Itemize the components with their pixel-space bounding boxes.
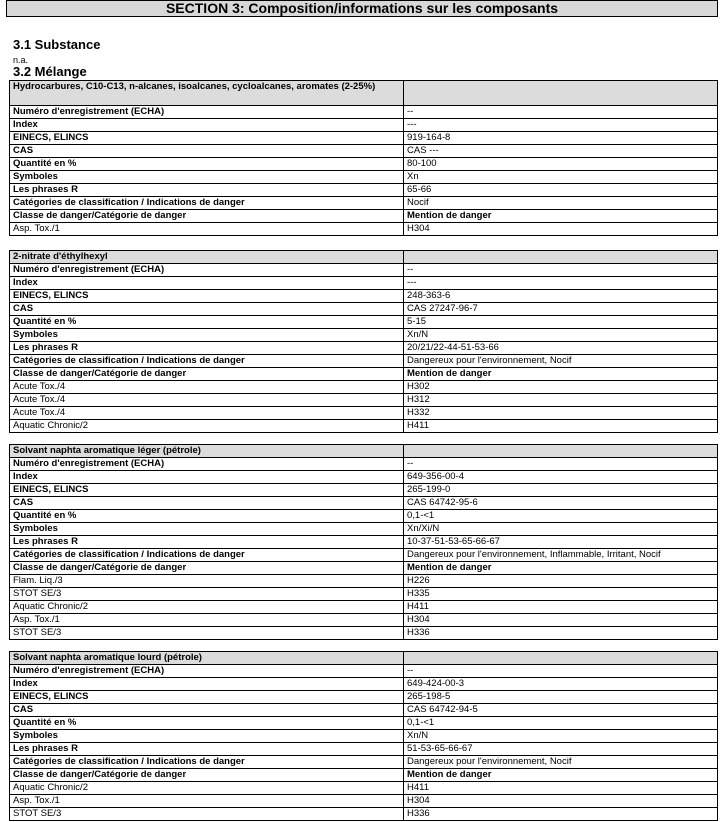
- field-value: 649-424-00-3: [404, 678, 718, 691]
- component-table: [9, 444, 718, 640]
- hazard-class: Aquatic Chronic/2: [10, 420, 404, 433]
- field-label: Quantité en %: [10, 510, 404, 523]
- component-table: [9, 651, 718, 821]
- hazard-row: [10, 601, 718, 614]
- component-header-row: [10, 652, 718, 665]
- field-value: Nocif: [404, 197, 718, 210]
- field-label: Symboles: [10, 730, 404, 743]
- hazard-class: STOT SE/3: [10, 808, 404, 821]
- field-row-index: [10, 678, 718, 691]
- field-value: 65-66: [404, 184, 718, 197]
- hazard-statement: H226: [404, 575, 718, 588]
- hazard-class: Aquatic Chronic/2: [10, 601, 404, 614]
- field-row-einecs: [10, 691, 718, 704]
- field-value: CAS 64742-94-5: [404, 704, 718, 717]
- hazard-class: Acute Tox./4: [10, 407, 404, 420]
- field-value: ---: [404, 277, 718, 290]
- field-value: 265-198-5: [404, 691, 718, 704]
- field-label: Numéro d'enregistrement (ECHA): [10, 458, 404, 471]
- field-value: 248-363-6: [404, 290, 718, 303]
- hazard-row: [10, 381, 718, 394]
- field-row-echa: [10, 264, 718, 277]
- field-row-symboles: [10, 329, 718, 342]
- hazard-class: Aquatic Chronic/2: [10, 782, 404, 795]
- field-value: CAS 64742-95-6: [404, 497, 718, 510]
- hazard-class: STOT SE/3: [10, 588, 404, 601]
- component-header-empty: [404, 251, 718, 264]
- field-value: ---: [404, 119, 718, 132]
- hazard-class: Asp. Tox./1: [10, 614, 404, 627]
- field-row-cas: [10, 497, 718, 510]
- hazard-statement: H411: [404, 782, 718, 795]
- field-row-quantite: [10, 316, 718, 329]
- field-label: Quantité en %: [10, 316, 404, 329]
- field-label: CAS: [10, 497, 404, 510]
- hazard-header-row: [10, 210, 718, 223]
- component-header-empty: [404, 445, 718, 458]
- hazard-row: [10, 407, 718, 420]
- field-value: 80-100: [404, 158, 718, 171]
- field-row-index: [10, 119, 718, 132]
- field-label: Index: [10, 678, 404, 691]
- melange-heading: 3.2 Mélange: [13, 64, 87, 79]
- hazard-header-row: [10, 562, 718, 575]
- field-value: 265-199-0: [404, 484, 718, 497]
- field-value: 20/21/22-44-51-53-66: [404, 342, 718, 355]
- field-label: CAS: [10, 303, 404, 316]
- section-title: SECTION 3: Composition/informations sur les composants: [6, 0, 718, 17]
- field-label: EINECS, ELINCS: [10, 484, 404, 497]
- field-label: Symboles: [10, 329, 404, 342]
- field-value: 0,1-<1: [404, 717, 718, 730]
- field-row-index: [10, 471, 718, 484]
- field-row-categories: [10, 549, 718, 562]
- substance-heading: 3.1 Substance: [13, 37, 101, 52]
- field-row-echa: [10, 458, 718, 471]
- field-label: Catégories de classification / Indications de danger: [10, 549, 404, 562]
- field-value: --: [404, 264, 718, 277]
- hazard-statement: H312: [404, 394, 718, 407]
- component-header-row: [10, 445, 718, 458]
- field-value: --: [404, 106, 718, 119]
- field-label: EINECS, ELINCS: [10, 132, 404, 145]
- field-label: Symboles: [10, 523, 404, 536]
- field-label: Index: [10, 471, 404, 484]
- hazard-class-header: Classe de danger/Catégorie de danger: [10, 769, 404, 782]
- field-label: EINECS, ELINCS: [10, 691, 404, 704]
- field-label: Catégories de classification / Indications de danger: [10, 355, 404, 368]
- hazard-row: [10, 588, 718, 601]
- field-label: CAS: [10, 145, 404, 158]
- component-name: Solvant naphta aromatique lourd (pétrole): [10, 652, 404, 665]
- hazard-statement: H336: [404, 808, 718, 821]
- component-name: Hydrocarbures, C10-C13, n-alcanes, isoalcanes, cycloalcanes, aromates (2-25%): [10, 81, 404, 106]
- field-row-phrases_r: [10, 184, 718, 197]
- field-value: CAS ---: [404, 145, 718, 158]
- hazard-class-header: Classe de danger/Catégorie de danger: [10, 368, 404, 381]
- hazard-statement: H304: [404, 614, 718, 627]
- field-value: 0,1-<1: [404, 510, 718, 523]
- field-label: Numéro d'enregistrement (ECHA): [10, 665, 404, 678]
- field-value: Xn/N: [404, 329, 718, 342]
- hazard-class: Acute Tox./4: [10, 381, 404, 394]
- field-value: Xn/N: [404, 730, 718, 743]
- hazard-statement-header: Mention de danger: [404, 562, 718, 575]
- field-row-quantite: [10, 510, 718, 523]
- field-row-categories: [10, 197, 718, 210]
- field-value: Dangereux pour l'environnement, Inflammable, Irritant, Nocif: [404, 549, 718, 562]
- field-label: Catégories de classification / Indications de danger: [10, 756, 404, 769]
- field-row-cas: [10, 303, 718, 316]
- hazard-statement: H304: [404, 223, 718, 236]
- substance-value: n.a.: [13, 55, 29, 65]
- field-row-cas: [10, 704, 718, 717]
- hazard-row: [10, 420, 718, 433]
- field-value: Dangereux pour l'environnement, Nocif: [404, 756, 718, 769]
- field-label: Numéro d'enregistrement (ECHA): [10, 264, 404, 277]
- field-row-categories: [10, 355, 718, 368]
- field-value: CAS 27247-96-7: [404, 303, 718, 316]
- hazard-row: [10, 614, 718, 627]
- field-label: Quantité en %: [10, 158, 404, 171]
- field-value: 51-53-65-66-67: [404, 743, 718, 756]
- hazard-statement: H332: [404, 407, 718, 420]
- hazard-statement: H411: [404, 420, 718, 433]
- hazard-row: [10, 795, 718, 808]
- component-name: Solvant naphta aromatique léger (pétrole): [10, 445, 404, 458]
- field-label: Symboles: [10, 171, 404, 184]
- field-label: Catégories de classification / Indications de danger: [10, 197, 404, 210]
- field-label: CAS: [10, 704, 404, 717]
- field-row-symboles: [10, 171, 718, 184]
- field-row-quantite: [10, 158, 718, 171]
- component-table: [9, 80, 718, 236]
- field-row-categories: [10, 756, 718, 769]
- hazard-statement: H302: [404, 381, 718, 394]
- hazard-header-row: [10, 769, 718, 782]
- field-label: Index: [10, 277, 404, 290]
- field-row-phrases_r: [10, 342, 718, 355]
- hazard-statement: H411: [404, 601, 718, 614]
- field-row-quantite: [10, 717, 718, 730]
- field-row-einecs: [10, 290, 718, 303]
- field-value: Xn/Xi/N: [404, 523, 718, 536]
- field-value: --: [404, 665, 718, 678]
- hazard-row: [10, 782, 718, 795]
- hazard-class-header: Classe de danger/Catégorie de danger: [10, 210, 404, 223]
- field-row-phrases_r: [10, 536, 718, 549]
- hazard-statement: H335: [404, 588, 718, 601]
- component-header-empty: [404, 81, 718, 106]
- field-row-echa: [10, 665, 718, 678]
- field-label: Index: [10, 119, 404, 132]
- hazard-row: [10, 223, 718, 236]
- field-label: Les phrases R: [10, 536, 404, 549]
- hazard-class-header: Classe de danger/Catégorie de danger: [10, 562, 404, 575]
- field-value: Xn: [404, 171, 718, 184]
- hazard-statement: H304: [404, 795, 718, 808]
- component-table: [9, 250, 718, 433]
- field-value: 649-356-00-4: [404, 471, 718, 484]
- field-row-cas: [10, 145, 718, 158]
- component-header-row: [10, 251, 718, 264]
- field-value: Dangereux pour l'environnement, Nocif: [404, 355, 718, 368]
- field-label: Les phrases R: [10, 184, 404, 197]
- field-row-symboles: [10, 730, 718, 743]
- hazard-statement: H336: [404, 627, 718, 640]
- field-row-einecs: [10, 132, 718, 145]
- field-label: Quantité en %: [10, 717, 404, 730]
- field-value: 919-164-8: [404, 132, 718, 145]
- hazard-row: [10, 808, 718, 821]
- field-row-einecs: [10, 484, 718, 497]
- hazard-class: STOT SE/3: [10, 627, 404, 640]
- hazard-class: Asp. Tox./1: [10, 223, 404, 236]
- field-label: Les phrases R: [10, 743, 404, 756]
- component-name: 2-nitrate d'éthylhexyl: [10, 251, 404, 264]
- hazard-statement-header: Mention de danger: [404, 368, 718, 381]
- field-label: EINECS, ELINCS: [10, 290, 404, 303]
- field-row-symboles: [10, 523, 718, 536]
- hazard-row: [10, 627, 718, 640]
- hazard-row: [10, 394, 718, 407]
- component-header-row: [10, 81, 718, 106]
- hazard-header-row: [10, 368, 718, 381]
- hazard-class: Asp. Tox./1: [10, 795, 404, 808]
- field-value: --: [404, 458, 718, 471]
- hazard-statement-header: Mention de danger: [404, 210, 718, 223]
- field-value: 5-15: [404, 316, 718, 329]
- hazard-statement-header: Mention de danger: [404, 769, 718, 782]
- field-label: Les phrases R: [10, 342, 404, 355]
- field-row-phrases_r: [10, 743, 718, 756]
- component-header-empty: [404, 652, 718, 665]
- hazard-class: Flam. Liq./3: [10, 575, 404, 588]
- hazard-row: [10, 575, 718, 588]
- hazard-class: Acute Tox./4: [10, 394, 404, 407]
- field-row-index: [10, 277, 718, 290]
- field-value: 10-37-51-53-65-66-67: [404, 536, 718, 549]
- field-row-echa: [10, 106, 718, 119]
- field-label: Numéro d'enregistrement (ECHA): [10, 106, 404, 119]
